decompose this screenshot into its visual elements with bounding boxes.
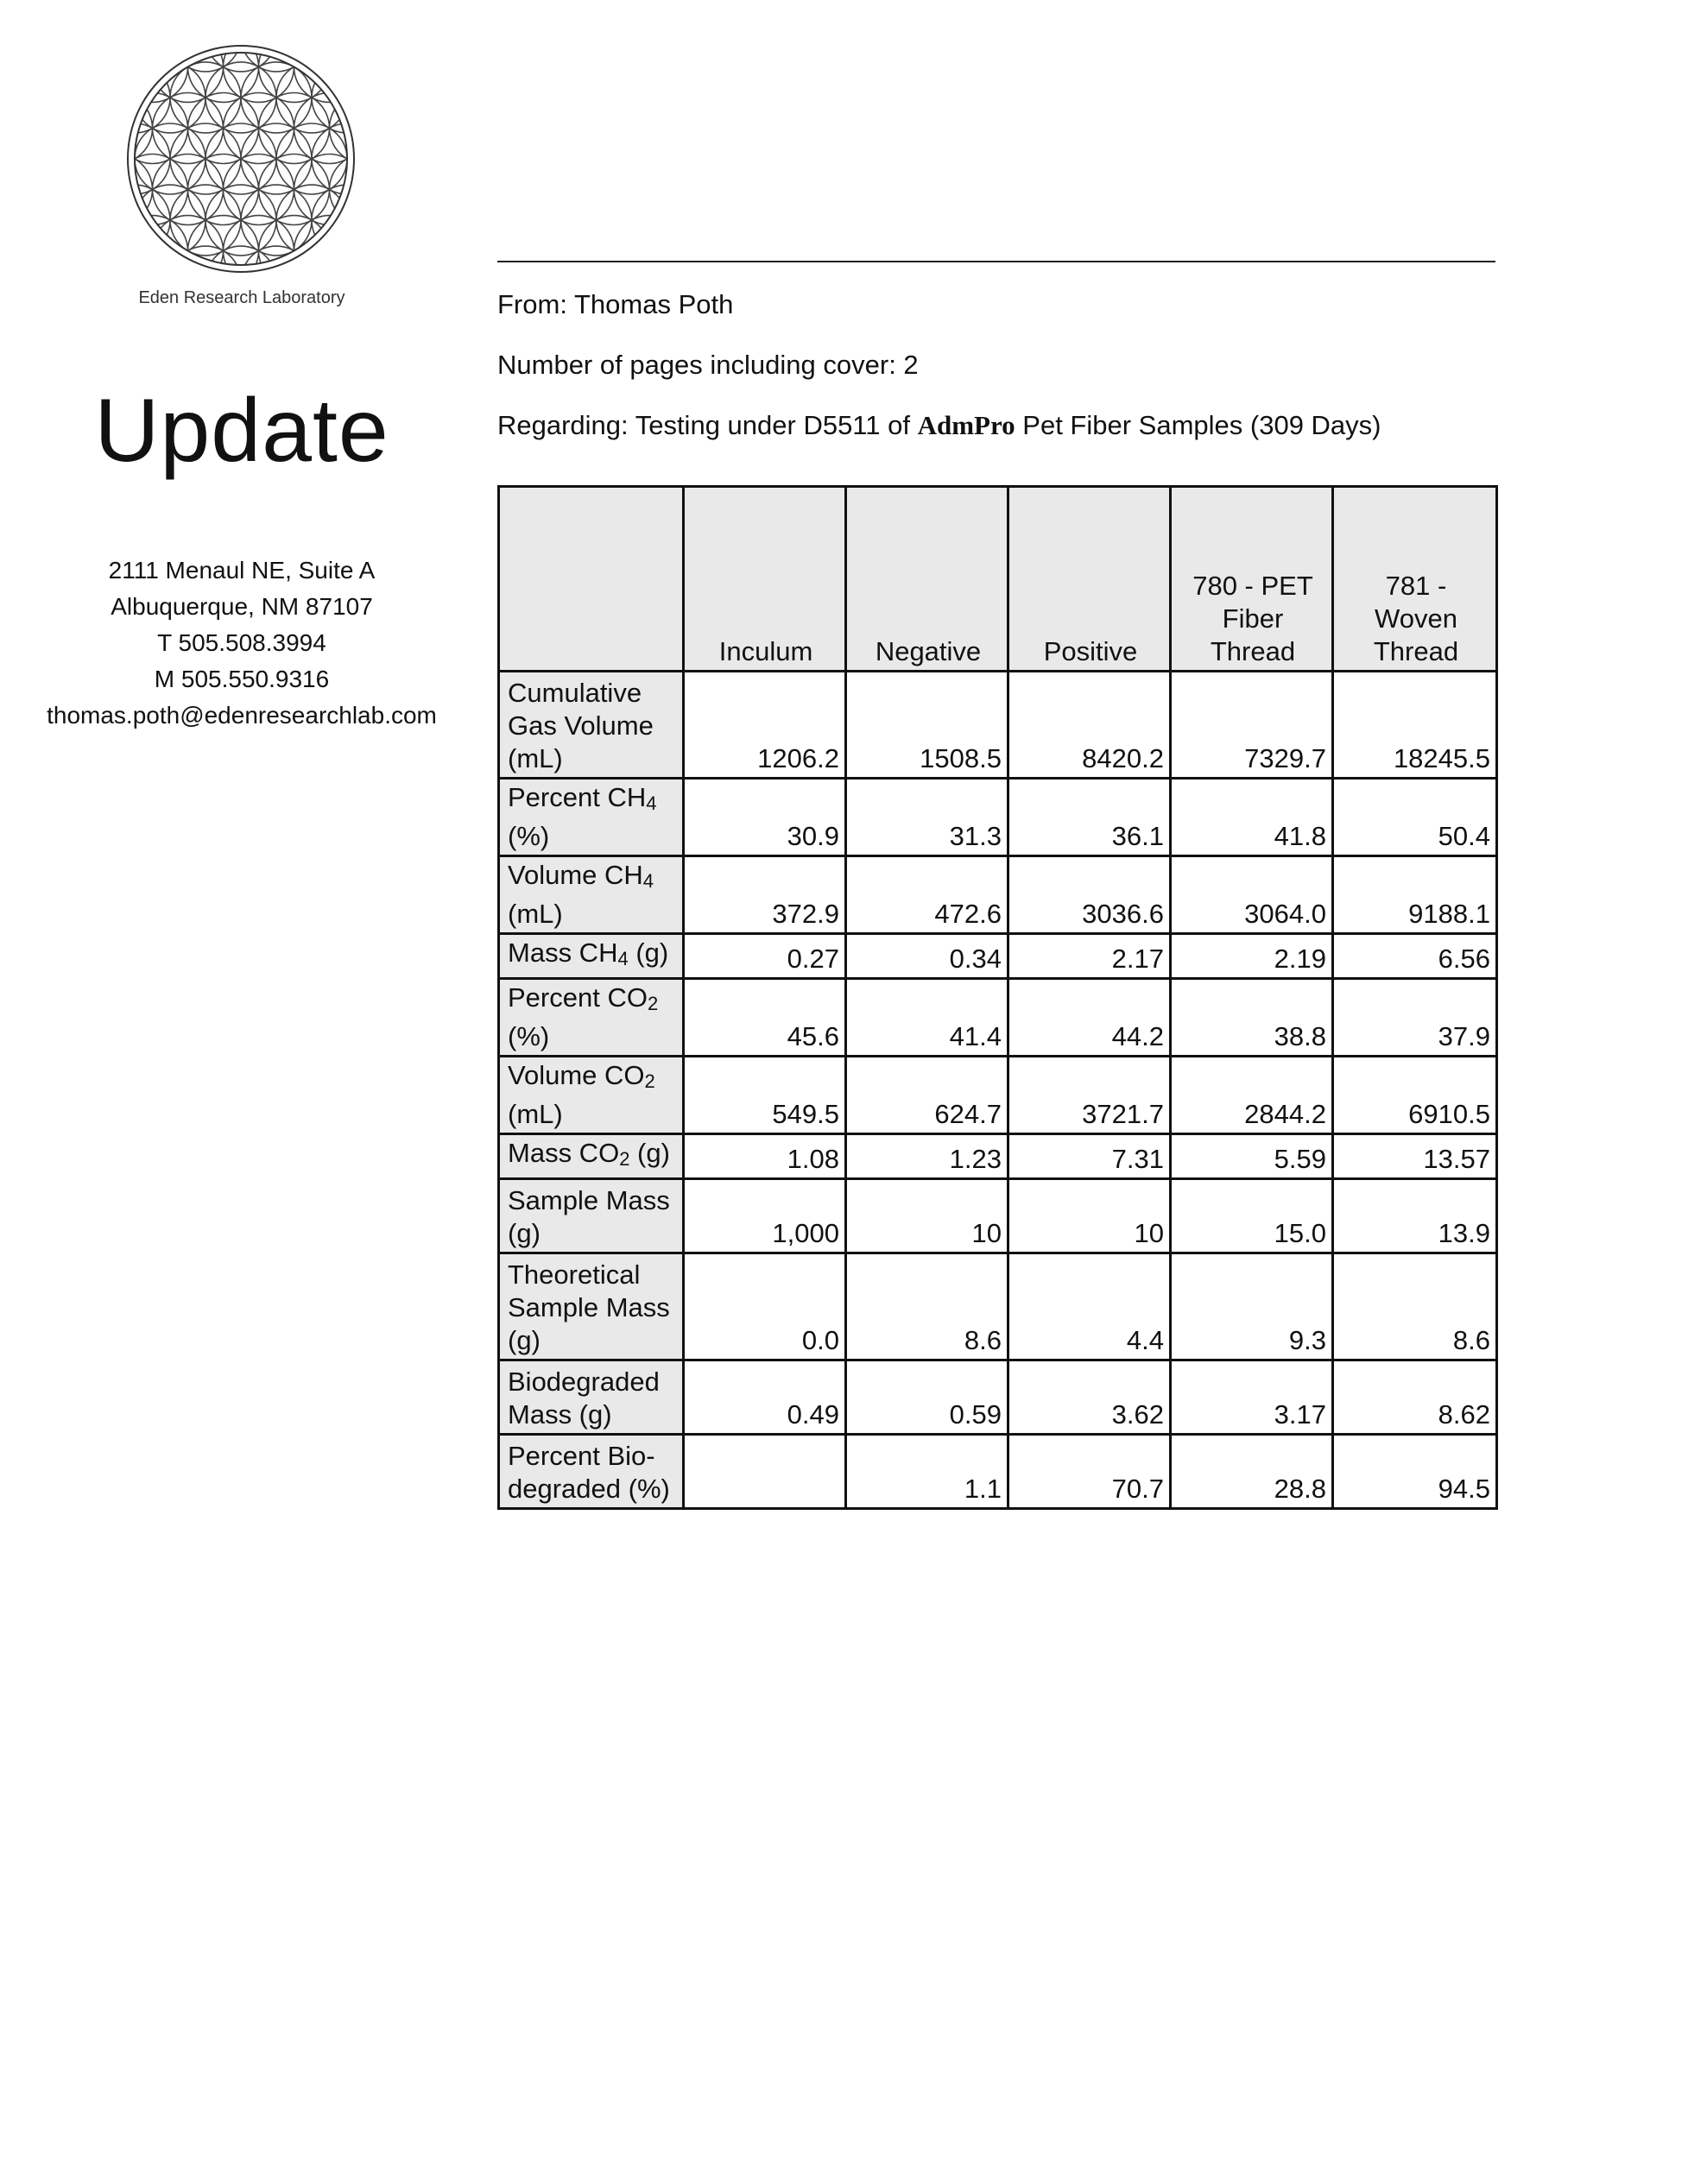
column-header: 781 - Woven Thread xyxy=(1333,487,1497,672)
row-label: Mass $CH_4$ (g) xyxy=(499,934,684,979)
row-label: Theoretical Sample Mass (g) xyxy=(499,1253,684,1360)
table-cell: 0.49 xyxy=(684,1360,846,1435)
table-cell: 8.62 xyxy=(1333,1360,1497,1435)
table-cell: 31.3 xyxy=(846,779,1008,856)
table-row xyxy=(499,1360,1497,1435)
table-row xyxy=(499,1253,1497,1360)
table-cell: 4.4 xyxy=(1008,1253,1171,1360)
row-label: Sample Mass (g) xyxy=(499,1179,684,1253)
row-label: Percent $CO_2$ (%) xyxy=(499,979,684,1057)
table-cell: 0.59 xyxy=(846,1360,1008,1435)
column-header: 780 - PET Fiber Thread xyxy=(1171,487,1333,672)
table-row xyxy=(499,856,1497,934)
regarding-prefix: Regarding: Testing under D5511 of xyxy=(497,410,918,440)
address-line-2: Albuquerque, NM 87107 xyxy=(111,593,373,620)
table-cell: 3721.7 xyxy=(1008,1057,1171,1134)
table-cell: 549.5 xyxy=(684,1057,846,1134)
table-cell: 18245.5 xyxy=(1333,672,1497,779)
table-cell: 41.8 xyxy=(1171,779,1333,856)
table-cell: 624.7 xyxy=(846,1057,1008,1134)
table-cell: 7.31 xyxy=(1008,1134,1171,1179)
table-cell: 2.19 xyxy=(1171,934,1333,979)
phone-number: T 505.508.3994 xyxy=(157,629,326,656)
regarding-brand: AdmPro xyxy=(917,410,1015,440)
table-row xyxy=(499,1057,1497,1134)
table-cell: 8.6 xyxy=(846,1253,1008,1360)
table-cell: 50.4 xyxy=(1333,779,1497,856)
table-cell: 1.23 xyxy=(846,1134,1008,1179)
table-cell: 8420.2 xyxy=(1008,672,1171,779)
header-divider xyxy=(497,261,1495,262)
page-title: Update xyxy=(94,381,389,481)
row-label: Percent $CH_4$ (%) xyxy=(499,779,684,856)
row-label: Mass $CO_2$ (g) xyxy=(499,1134,684,1179)
table-row xyxy=(499,672,1497,779)
table-cell: 9188.1 xyxy=(1333,856,1497,934)
mobile-number: M 505.550.9316 xyxy=(154,666,330,692)
table-cell: 10 xyxy=(846,1179,1008,1253)
table-row xyxy=(499,1435,1497,1509)
table-cell: 3064.0 xyxy=(1171,856,1333,934)
row-label: Volume $CO_2$ (mL) xyxy=(499,1057,684,1134)
table-cell: 7329.7 xyxy=(1171,672,1333,779)
table-cell: 70.7 xyxy=(1008,1435,1171,1509)
table-cell: 372.9 xyxy=(684,856,846,934)
table-row xyxy=(499,1134,1497,1179)
memo-regarding xyxy=(497,410,1381,441)
table-cell: 3.17 xyxy=(1171,1360,1333,1435)
table-cell: 5.59 xyxy=(1171,1134,1333,1179)
table-cell: 2844.2 xyxy=(1171,1057,1333,1134)
corner-header-cell xyxy=(499,487,684,672)
row-label: Cumulative Gas Volume (mL) xyxy=(499,672,684,779)
table-cell: 41.4 xyxy=(846,979,1008,1057)
column-header: Inculum xyxy=(684,487,846,672)
table-cell: 30.9 xyxy=(684,779,846,856)
row-label: Volume $CH_4$ (mL) xyxy=(499,856,684,934)
table-cell: 3.62 xyxy=(1008,1360,1171,1435)
table-cell: 2.17 xyxy=(1008,934,1171,979)
table-cell: 37.9 xyxy=(1333,979,1497,1057)
table-cell: 3036.6 xyxy=(1008,856,1171,934)
table-cell: 15.0 xyxy=(1171,1179,1333,1253)
table-cell xyxy=(684,1435,846,1509)
contact-block xyxy=(26,552,458,734)
table-row xyxy=(499,979,1497,1057)
table-cell: 28.8 xyxy=(1171,1435,1333,1509)
table-cell: 45.6 xyxy=(684,979,846,1057)
table-cell: 9.3 xyxy=(1171,1253,1333,1360)
email-address: thomas.poth@edenresearchlab.com xyxy=(47,702,437,729)
column-header: Positive xyxy=(1008,487,1171,672)
table-cell: 44.2 xyxy=(1008,979,1171,1057)
table-cell: 13.57 xyxy=(1333,1134,1497,1179)
row-label: Biodegraded Mass (g) xyxy=(499,1360,684,1435)
table-cell: 10 xyxy=(1008,1179,1171,1253)
regarding-suffix: Pet Fiber Samples (309 Days) xyxy=(1015,410,1381,440)
memo-pages: Number of pages including cover: 2 xyxy=(497,350,919,380)
table-cell: 472.6 xyxy=(846,856,1008,934)
lab-name: Eden Research Laboratory xyxy=(138,288,345,307)
flower-of-life-logo xyxy=(123,41,358,276)
table-cell: 8.6 xyxy=(1333,1253,1497,1360)
table-cell: 0.34 xyxy=(846,934,1008,979)
address-line-1: 2111 Menaul NE, Suite A xyxy=(108,557,376,584)
table-cell: 6910.5 xyxy=(1333,1057,1497,1134)
column-header: Negative xyxy=(846,487,1008,672)
table-cell: 1.1 xyxy=(846,1435,1008,1509)
table-row xyxy=(499,934,1497,979)
table-cell: 1508.5 xyxy=(846,672,1008,779)
table-cell: 36.1 xyxy=(1008,779,1171,856)
table-cell: 94.5 xyxy=(1333,1435,1497,1509)
table-cell: 0.0 xyxy=(684,1253,846,1360)
results-table xyxy=(497,485,1498,1510)
table-cell: 1,000 xyxy=(684,1179,846,1253)
table-cell: 38.8 xyxy=(1171,979,1333,1057)
table-cell: 1206.2 xyxy=(684,672,846,779)
row-label: Percent Bio-degraded (%) xyxy=(499,1435,684,1509)
table-row xyxy=(499,1179,1497,1253)
memo-from: From: Thomas Poth xyxy=(497,289,734,319)
table-cell: 13.9 xyxy=(1333,1179,1497,1253)
table-row xyxy=(499,779,1497,856)
table-cell: 6.56 xyxy=(1333,934,1497,979)
table-cell: 0.27 xyxy=(684,934,846,979)
table-cell: 1.08 xyxy=(684,1134,846,1179)
